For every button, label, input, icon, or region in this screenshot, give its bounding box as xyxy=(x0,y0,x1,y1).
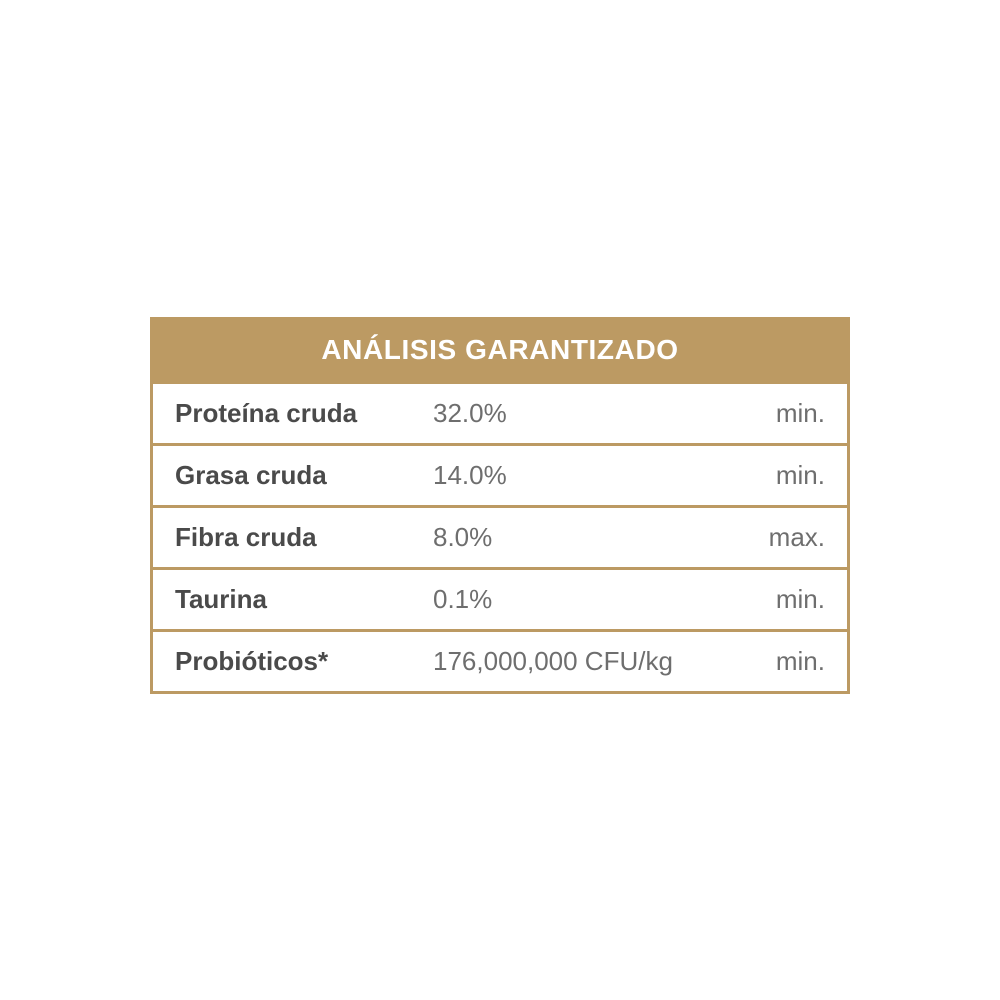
nutrient-qualifier: max. xyxy=(768,522,825,552)
nutrient-value: 176,000,000 CFU/kg xyxy=(433,646,673,676)
nutrient-value: 0.1% xyxy=(433,584,493,614)
guaranteed-analysis-table xyxy=(150,317,850,694)
nutrient-label: Proteína cruda xyxy=(175,398,358,428)
nutrient-qualifier: min. xyxy=(775,460,825,490)
nutrient-value: 8.0% xyxy=(433,522,493,552)
nutrient-qualifier: min. xyxy=(775,398,825,428)
nutrient-qualifier: min. xyxy=(775,584,825,614)
nutrient-value: 14.0% xyxy=(433,460,507,490)
table-row xyxy=(153,567,847,629)
table-row xyxy=(153,629,847,691)
table-row xyxy=(153,381,847,443)
nutrient-qualifier: min. xyxy=(775,646,825,676)
nutrient-label: Fibra cruda xyxy=(175,522,317,552)
table-row xyxy=(153,505,847,567)
nutrient-value: 32.0% xyxy=(433,398,507,428)
nutrient-label: Taurina xyxy=(175,584,267,614)
nutrient-label: Probióticos* xyxy=(175,646,329,676)
table-row xyxy=(153,443,847,505)
nutrient-label: Grasa cruda xyxy=(175,460,327,490)
table-title: ANÁLISIS GARANTIZADO xyxy=(153,320,847,381)
